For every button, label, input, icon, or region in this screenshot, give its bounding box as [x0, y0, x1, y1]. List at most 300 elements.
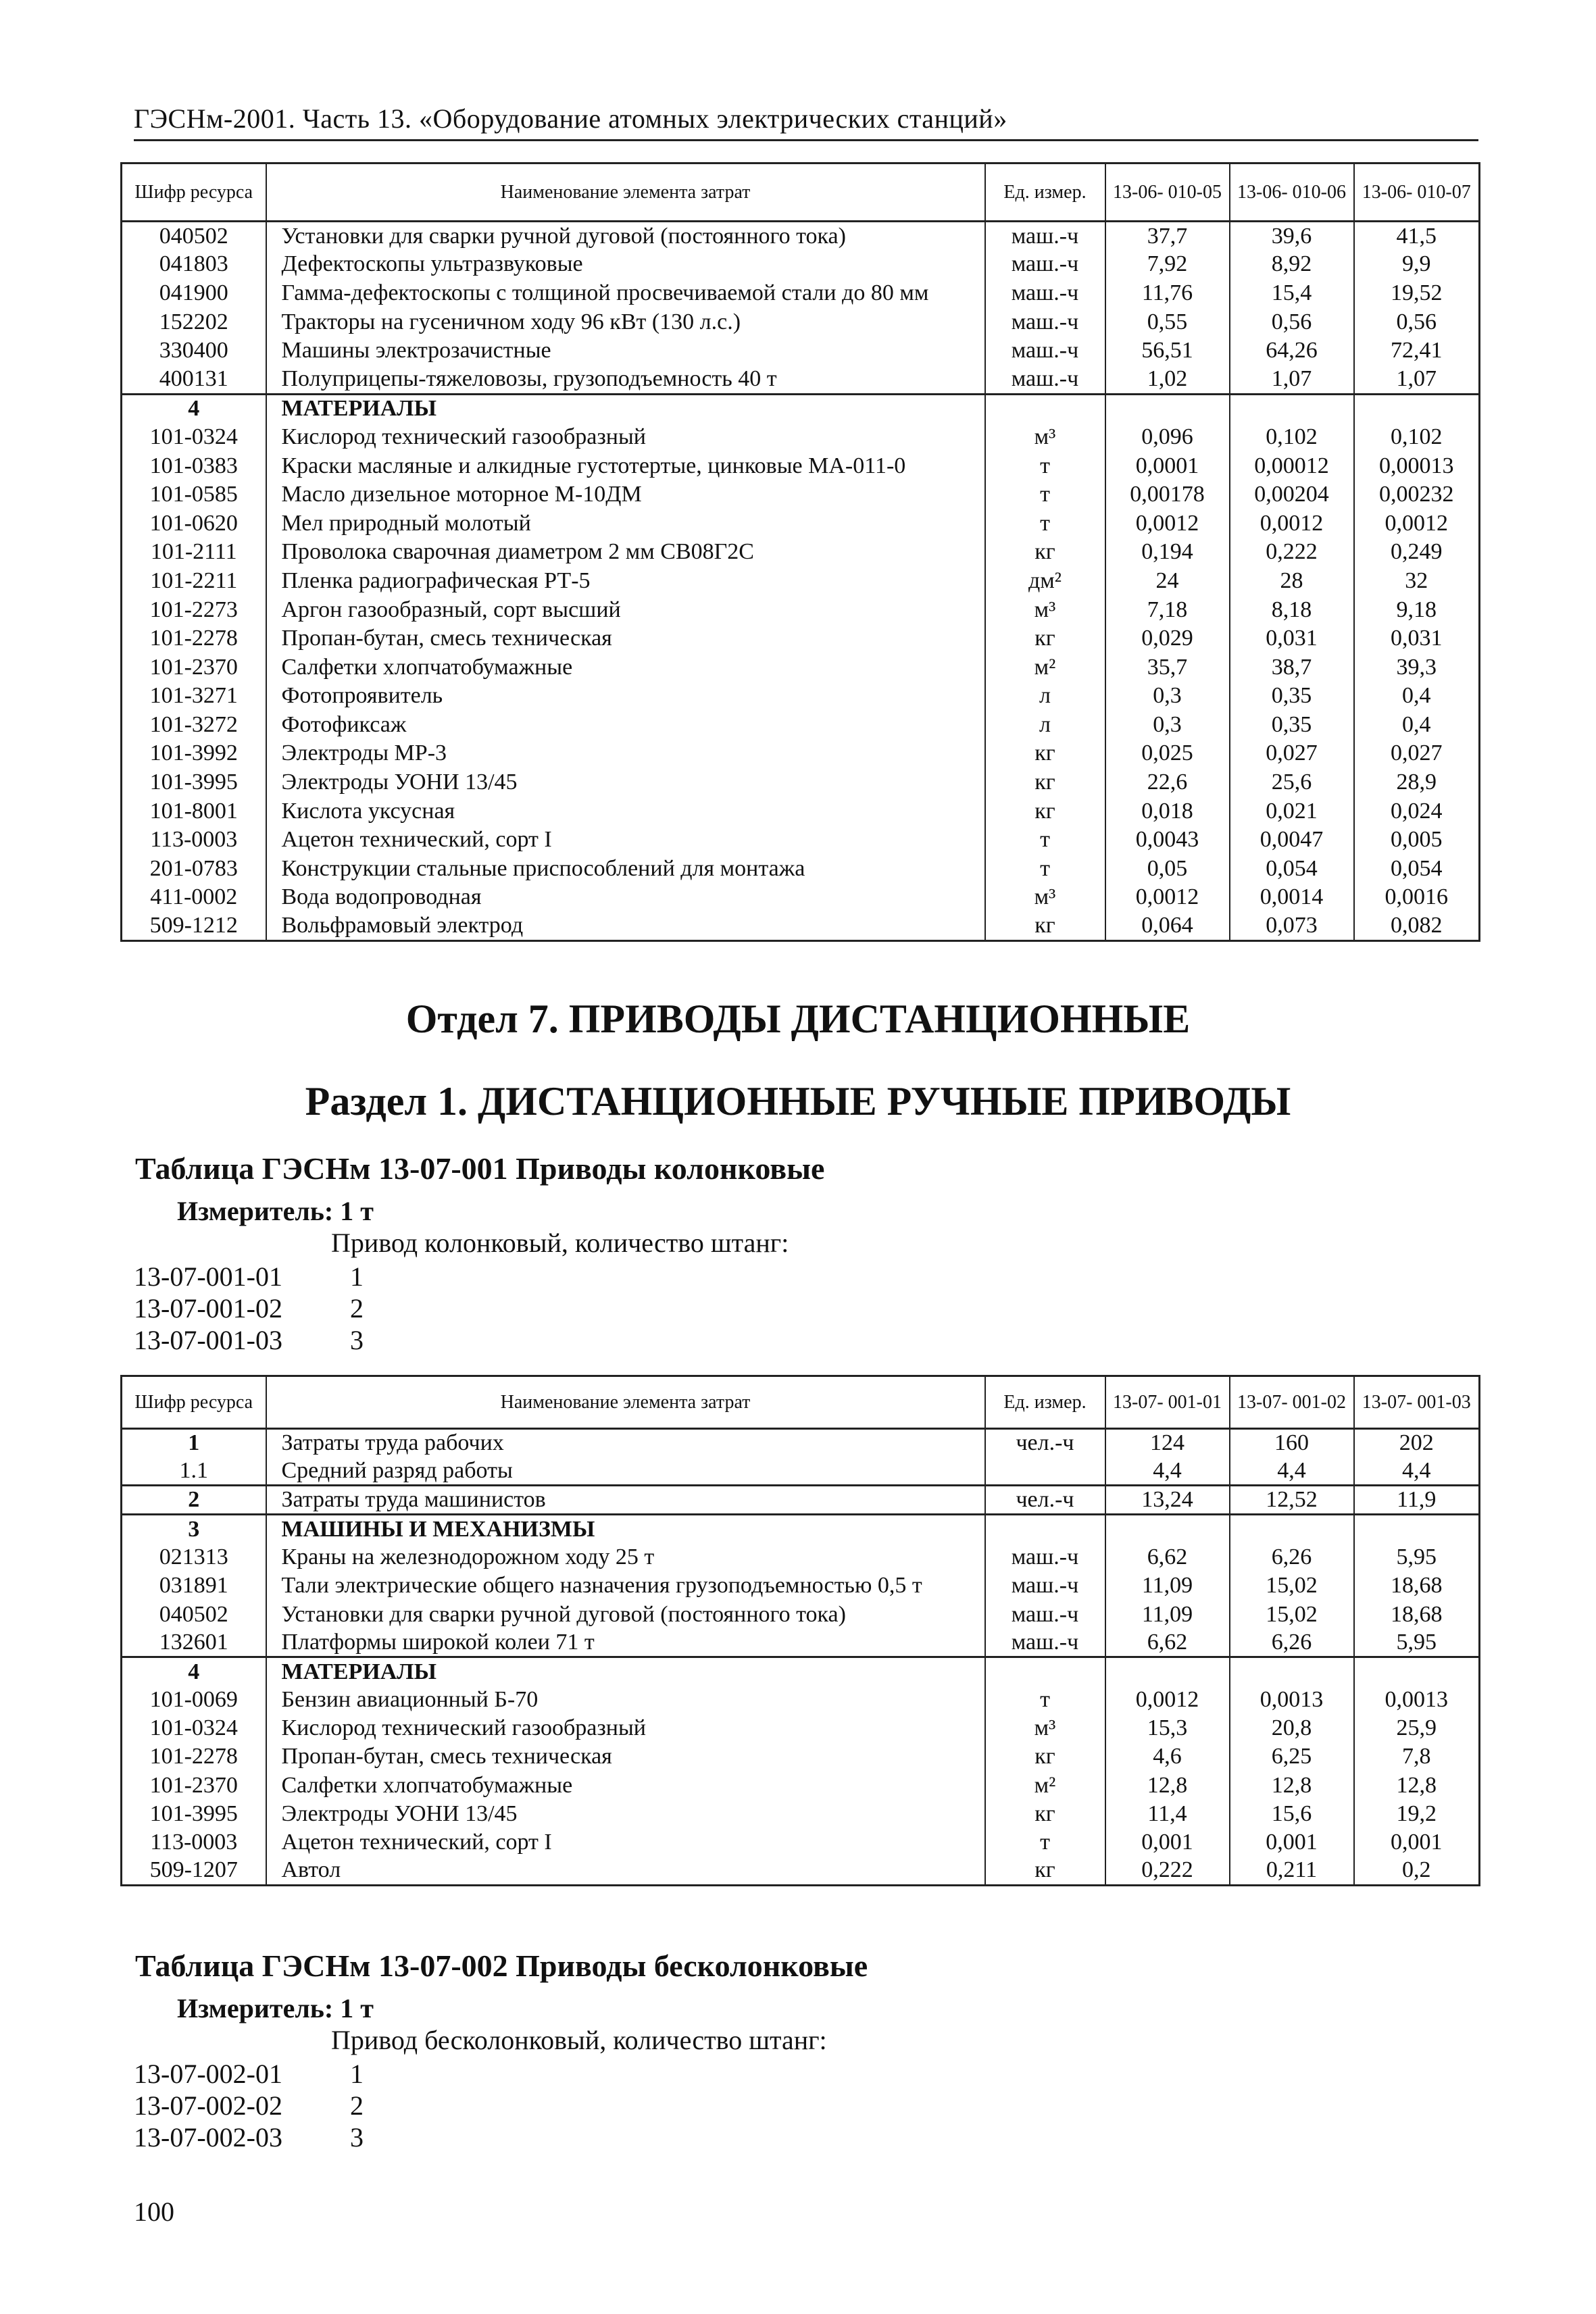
- col-header-code: Шифр ресурса: [122, 164, 266, 222]
- cell-v1: 56,51: [1105, 336, 1230, 366]
- table-row: [122, 682, 1480, 711]
- table-row: [122, 1543, 1480, 1571]
- cell-unit: дм²: [985, 567, 1105, 596]
- cell-name: Пропан-бутан, смесь техническая: [266, 1742, 985, 1771]
- rod-count: 3: [350, 2122, 364, 2153]
- cell-v2: 0,211: [1230, 1857, 1354, 1885]
- cell-v1: 7,92: [1105, 250, 1230, 279]
- cell-code: 1: [122, 1429, 266, 1457]
- cell-name: Вода водопроводная: [266, 883, 985, 912]
- cell-v3: 18,68: [1354, 1571, 1480, 1600]
- cell-v1: 0,025: [1105, 739, 1230, 768]
- cell-name: Платформы широкой колеи 71 т: [266, 1629, 985, 1657]
- cell-v2: 4,4: [1230, 1457, 1354, 1486]
- estimate-code: 13-07-002-03: [134, 2122, 282, 2153]
- cell-v3: 19,2: [1354, 1800, 1480, 1828]
- department-heading: Отдел 7. ПРИВОДЫ ДИСТАНЦИОННЫЕ: [405, 997, 1191, 1041]
- cell-unit: [985, 1457, 1105, 1486]
- cell-unit: кг: [985, 1857, 1105, 1885]
- cell-v1: 37,7: [1105, 222, 1230, 251]
- cell-code: 031891: [122, 1571, 266, 1600]
- cell-v3: 11,9: [1354, 1486, 1480, 1515]
- table-row: [122, 1686, 1480, 1714]
- cell-name: МАТЕРИАЛЫ: [266, 394, 985, 423]
- cell-unit: кг: [985, 624, 1105, 653]
- table-row: [122, 883, 1480, 912]
- cell-unit: маш.-ч: [985, 1571, 1105, 1600]
- cell-name: Ацетон технический, сорт I: [266, 1828, 985, 1857]
- cell-v3: 32: [1354, 567, 1480, 596]
- cell-unit: [985, 1515, 1105, 1543]
- cell-name: Проволока сварочная диаметром 2 мм СВ08Г2С: [266, 538, 985, 567]
- cell-v2: 0,0047: [1230, 826, 1354, 855]
- cell-code: 041803: [122, 250, 266, 279]
- cell-v2: 28: [1230, 567, 1354, 596]
- cell-v1: 22,6: [1105, 768, 1230, 797]
- rod-count: 3: [350, 1325, 364, 1355]
- cell-v1: 13,24: [1105, 1486, 1230, 1515]
- cell-name: Тали электрические общего назначения грузоподъемностью 0,5 т: [266, 1571, 985, 1600]
- cell-v3: 0,102: [1354, 423, 1480, 452]
- cell-unit: маш.-ч: [985, 279, 1105, 308]
- cell-code: 113-0003: [122, 826, 266, 855]
- col-header-v3: 13-06- 010-07: [1354, 164, 1480, 222]
- table-group-row: [122, 1657, 1480, 1686]
- cell-name: Аргон газообразный, сорт высший: [266, 595, 985, 624]
- cell-v3: 0,4: [1354, 682, 1480, 711]
- cell-v2: 64,26: [1230, 336, 1354, 366]
- cell-name: Кислород технический газообразный: [266, 1714, 985, 1742]
- cell-name: Ацетон технический, сорт I: [266, 826, 985, 855]
- table-row: [122, 222, 1480, 251]
- running-header: ГЭСНм-2001. Часть 13. «Оборудование атомных электрических станций»: [134, 100, 1478, 141]
- table-row: [122, 1857, 1480, 1885]
- col-header-v3: 13-07- 001-03: [1354, 1376, 1480, 1429]
- table-row: [122, 1600, 1480, 1628]
- table-row: [122, 567, 1480, 596]
- cell-v3: 72,41: [1354, 336, 1480, 366]
- cell-unit: т: [985, 480, 1105, 509]
- estimate-code: 13-07-002-02: [134, 2090, 282, 2121]
- cell-unit: маш.-ч: [985, 1629, 1105, 1657]
- cell-name: Бензин авиационный Б-70: [266, 1686, 985, 1714]
- table-row: [122, 336, 1480, 366]
- cell-name: Пленка радиографическая РТ-5: [266, 567, 985, 596]
- cell-code: 101-8001: [122, 797, 266, 826]
- cell-name: Полуприцепы-тяжеловозы, грузоподъемность 40 т: [266, 365, 985, 394]
- cell-unit: маш.-ч: [985, 365, 1105, 394]
- cell-v1: 0,3: [1105, 711, 1230, 740]
- cell-v2: 15,02: [1230, 1571, 1354, 1600]
- cell-v2: 15,6: [1230, 1800, 1354, 1828]
- cell-v1: 24: [1105, 567, 1230, 596]
- cell-v1: 11,09: [1105, 1600, 1230, 1628]
- table-row: [122, 826, 1480, 855]
- cell-unit: м²: [985, 1771, 1105, 1800]
- cell-name: Средний разряд работы: [266, 1457, 985, 1486]
- cell-v3: 41,5: [1354, 222, 1480, 251]
- cell-code: 152202: [122, 307, 266, 336]
- cell-unit: маш.-ч: [985, 307, 1105, 336]
- cell-v2: 0,56: [1230, 307, 1354, 336]
- cell-v3: 0,2: [1354, 1857, 1480, 1885]
- cell-name: Краны на железнодорожном ходу 25 т: [266, 1543, 985, 1571]
- cell-name: Электроды УОНИ 13/45: [266, 1800, 985, 1828]
- cell-v1: 0,194: [1105, 538, 1230, 567]
- cell-name: Машины электрозачистные: [266, 336, 985, 366]
- table-row: [122, 451, 1480, 480]
- cell-unit: маш.-ч: [985, 336, 1105, 366]
- measure-label-13-07-001: Измеритель: 1 т: [177, 1196, 374, 1226]
- cell-v1: 15,3: [1105, 1714, 1230, 1742]
- cell-name: Вольфрамовый электрод: [266, 912, 985, 941]
- cell-v2: 12,52: [1230, 1486, 1354, 1515]
- cell-unit: т: [985, 1686, 1105, 1714]
- rod-count: 1: [350, 1261, 364, 1292]
- cell-code: 101-3995: [122, 768, 266, 797]
- cell-v3: 28,9: [1354, 768, 1480, 797]
- table-row: [122, 1800, 1480, 1828]
- cell-unit: т: [985, 855, 1105, 884]
- cell-v1: 7,18: [1105, 595, 1230, 624]
- table-row: [122, 250, 1480, 279]
- cell-code: 101-3992: [122, 739, 266, 768]
- cell-code: 101-3271: [122, 682, 266, 711]
- cell-v3: 0,054: [1354, 855, 1480, 884]
- cell-v3: 0,0012: [1354, 509, 1480, 538]
- cell-code: 113-0003: [122, 1828, 266, 1857]
- cell-v2: 12,8: [1230, 1771, 1354, 1800]
- cell-name: Салфетки хлопчатобумажные: [266, 1771, 985, 1800]
- cell-v2: [1230, 394, 1354, 423]
- cell-v3: 1,07: [1354, 365, 1480, 394]
- cell-name: Гамма-дефектоскопы с толщиной просвечиваемой стали до 80 мм: [266, 279, 985, 308]
- estimate-code: 13-07-002-01: [134, 2059, 282, 2089]
- col-header-name: Наименование элемента затрат: [266, 1376, 985, 1429]
- table-row: [122, 307, 1480, 336]
- table-row: [122, 595, 1480, 624]
- cell-code: 101-2370: [122, 653, 266, 682]
- cell-name: Затраты труда рабочих: [266, 1429, 985, 1457]
- table-group-row: [122, 1429, 1480, 1457]
- cell-v2: 39,6: [1230, 222, 1354, 251]
- cell-v2: 0,031: [1230, 624, 1354, 653]
- rod-count: 2: [350, 1293, 364, 1324]
- cell-code: 330400: [122, 336, 266, 366]
- cell-v3: 0,001: [1354, 1828, 1480, 1857]
- cell-unit: кг: [985, 1742, 1105, 1771]
- cell-v1: 4,4: [1105, 1457, 1230, 1486]
- cell-name: МАШИНЫ И МЕХАНИЗМЫ: [266, 1515, 985, 1543]
- table-row: [122, 739, 1480, 768]
- cell-v3: 202: [1354, 1429, 1480, 1457]
- cell-code: 400131: [122, 365, 266, 394]
- cell-name: Дефектоскопы ультразвуковые: [266, 250, 985, 279]
- cell-unit: маш.-ч: [985, 222, 1105, 251]
- cell-v2: 0,054: [1230, 855, 1354, 884]
- cell-v2: 0,00012: [1230, 451, 1354, 480]
- cell-name: Пропан-бутан, смесь техническая: [266, 624, 985, 653]
- cell-code: 101-0324: [122, 423, 266, 452]
- cell-unit: кг: [985, 797, 1105, 826]
- cell-v3: 4,4: [1354, 1457, 1480, 1486]
- cell-v2: [1230, 1515, 1354, 1543]
- cell-code: 101-2278: [122, 1742, 266, 1771]
- table-group-row: [122, 1515, 1480, 1543]
- cell-v3: 0,0013: [1354, 1686, 1480, 1714]
- cell-v1: 0,001: [1105, 1828, 1230, 1857]
- col-header-code: Шифр ресурса: [122, 1376, 266, 1429]
- cell-v1: 0,0012: [1105, 1686, 1230, 1714]
- cell-code: 2: [122, 1486, 266, 1515]
- cell-unit: м³: [985, 1714, 1105, 1742]
- cell-v3: 0,4: [1354, 711, 1480, 740]
- rod-count: 1: [350, 2059, 364, 2089]
- cell-v3: 19,52: [1354, 279, 1480, 308]
- table-row: [122, 1771, 1480, 1800]
- table-title-13-07-002: Таблица ГЭСНм 13-07-002 Приводы бесколонковые: [135, 1948, 868, 1983]
- cell-v3: 5,95: [1354, 1629, 1480, 1657]
- col-header-name: Наименование элемента затрат: [266, 164, 985, 222]
- cell-name: Фотопроявитель: [266, 682, 985, 711]
- cell-unit: маш.-ч: [985, 1543, 1105, 1571]
- cell-code: 4: [122, 1657, 266, 1686]
- cell-name: Мел природный молотый: [266, 509, 985, 538]
- table-row: [122, 538, 1480, 567]
- cell-unit: чел.-ч: [985, 1486, 1105, 1515]
- cell-name: Установки для сварки ручной дуговой (постоянного тока): [266, 1600, 985, 1628]
- cell-name: Автол: [266, 1857, 985, 1885]
- cell-v1: [1105, 1657, 1230, 1686]
- cell-v3: 5,95: [1354, 1543, 1480, 1571]
- code-line: [134, 1261, 364, 1293]
- estimate-code: 13-07-001-02: [134, 1293, 282, 1324]
- cell-name: Тракторы на гусеничном ходу 96 кВт (130 л.с.): [266, 307, 985, 336]
- measure-label-13-07-002: Измеритель: 1 т: [177, 1993, 374, 2023]
- code-line: [134, 2058, 364, 2090]
- cell-v1: [1105, 1515, 1230, 1543]
- cell-v1: 11,4: [1105, 1800, 1230, 1828]
- cell-v2: 8,18: [1230, 595, 1354, 624]
- cell-v3: [1354, 1515, 1480, 1543]
- table-row: [122, 279, 1480, 308]
- col-header-v2: 13-07- 001-02: [1230, 1376, 1354, 1429]
- rod-count: 2: [350, 2090, 364, 2121]
- intro-text-13-07-002: Привод бесколонковый, количество штанг:: [331, 2025, 827, 2055]
- cell-v3: 12,8: [1354, 1771, 1480, 1800]
- table-title-13-07-001: Таблица ГЭСНм 13-07-001 Приводы колонковые: [135, 1151, 825, 1186]
- cell-v3: 39,3: [1354, 653, 1480, 682]
- cell-code: 101-2111: [122, 538, 266, 567]
- cell-code: 040502: [122, 222, 266, 251]
- cell-v1: 11,76: [1105, 279, 1230, 308]
- table-row: [122, 912, 1480, 941]
- cell-code: 4: [122, 394, 266, 423]
- table-row: [122, 711, 1480, 740]
- cell-v1: 0,029: [1105, 624, 1230, 653]
- cell-v3: 9,18: [1354, 595, 1480, 624]
- cell-v1: [1105, 394, 1230, 423]
- cell-v2: 0,00204: [1230, 480, 1354, 509]
- cell-v2: 0,0013: [1230, 1686, 1354, 1714]
- col-header-v1: 13-07- 001-01: [1105, 1376, 1230, 1429]
- code-line: [134, 1324, 364, 1357]
- cell-unit: кг: [985, 1800, 1105, 1828]
- cell-v2: 0,073: [1230, 912, 1354, 941]
- cell-v2: 0,001: [1230, 1828, 1354, 1857]
- cell-unit: м³: [985, 883, 1105, 912]
- col-header-unit: Ед. измер.: [985, 164, 1105, 222]
- estimate-code: 13-07-001-01: [134, 1261, 282, 1292]
- cell-unit: т: [985, 451, 1105, 480]
- table-group-row: [122, 1486, 1480, 1515]
- cell-v2: 0,35: [1230, 682, 1354, 711]
- cell-v3: 0,027: [1354, 739, 1480, 768]
- cell-v3: 0,249: [1354, 538, 1480, 567]
- cell-unit: т: [985, 826, 1105, 855]
- table-row: [122, 423, 1480, 452]
- table-row: [122, 1714, 1480, 1742]
- section-heading: Раздел 1. ДИСТАНЦИОННЫЕ РУЧНЫЕ ПРИВОДЫ: [305, 1079, 1291, 1124]
- cell-v1: 0,096: [1105, 423, 1230, 452]
- cell-v2: 6,25: [1230, 1742, 1354, 1771]
- cell-v2: 160: [1230, 1429, 1354, 1457]
- cell-name: Конструкции стальные приспособлений для монтажа: [266, 855, 985, 884]
- cell-code: 101-2370: [122, 1771, 266, 1800]
- cell-unit: кг: [985, 739, 1105, 768]
- cell-code: 101-0620: [122, 509, 266, 538]
- cell-name: Кислород технический газообразный: [266, 423, 985, 452]
- cell-code: 040502: [122, 1600, 266, 1628]
- cell-v1: 11,09: [1105, 1571, 1230, 1600]
- cell-code: 509-1212: [122, 912, 266, 941]
- cell-unit: м²: [985, 653, 1105, 682]
- cell-code: 101-2278: [122, 624, 266, 653]
- cell-name: Масло дизельное моторное М-10ДМ: [266, 480, 985, 509]
- cell-code: 132601: [122, 1629, 266, 1657]
- table-row: [122, 624, 1480, 653]
- cell-v1: 1,02: [1105, 365, 1230, 394]
- cell-v1: 35,7: [1105, 653, 1230, 682]
- cell-code: 041900: [122, 279, 266, 308]
- cell-code: 3: [122, 1515, 266, 1543]
- table-row: [122, 1457, 1480, 1486]
- resource-table-13-07-001: [120, 1375, 1480, 1886]
- cell-code: 411-0002: [122, 883, 266, 912]
- cell-v1: 4,6: [1105, 1742, 1230, 1771]
- cell-v2: 0,0012: [1230, 509, 1354, 538]
- cell-v3: 0,005: [1354, 826, 1480, 855]
- cell-name: Электроды УОНИ 13/45: [266, 768, 985, 797]
- cell-v2: 38,7: [1230, 653, 1354, 682]
- cell-v2: [1230, 1657, 1354, 1686]
- col-header-unit: Ед. измер.: [985, 1376, 1105, 1429]
- cell-code: 201-0783: [122, 855, 266, 884]
- cell-v2: 8,92: [1230, 250, 1354, 279]
- cell-v2: 0,027: [1230, 739, 1354, 768]
- table-group-row: [122, 394, 1480, 423]
- cell-code: 101-0383: [122, 451, 266, 480]
- cell-v3: 7,8: [1354, 1742, 1480, 1771]
- table-row: [122, 1571, 1480, 1600]
- col-header-v1: 13-06- 010-05: [1105, 164, 1230, 222]
- cell-v3: 0,56: [1354, 307, 1480, 336]
- table-row: [122, 1828, 1480, 1857]
- cell-code: 101-3995: [122, 1800, 266, 1828]
- cell-unit: [985, 1657, 1105, 1686]
- cell-v2: 6,26: [1230, 1543, 1354, 1571]
- cell-v1: 0,0012: [1105, 883, 1230, 912]
- cell-code: 1.1: [122, 1457, 266, 1486]
- cell-v3: 18,68: [1354, 1600, 1480, 1628]
- cell-name: Фотофиксаж: [266, 711, 985, 740]
- cell-v1: 0,018: [1105, 797, 1230, 826]
- cell-v1: 0,0012: [1105, 509, 1230, 538]
- cell-unit: маш.-ч: [985, 1600, 1105, 1628]
- cell-v1: 12,8: [1105, 1771, 1230, 1800]
- cell-v1: 0,3: [1105, 682, 1230, 711]
- cell-v1: 0,064: [1105, 912, 1230, 941]
- cell-v3: 0,00013: [1354, 451, 1480, 480]
- resource-table-13-06-010: [120, 162, 1480, 942]
- cell-code: 101-3272: [122, 711, 266, 740]
- cell-v2: 15,02: [1230, 1600, 1354, 1628]
- code-line: [134, 1292, 364, 1325]
- cell-v1: 6,62: [1105, 1629, 1230, 1657]
- cell-v2: 25,6: [1230, 768, 1354, 797]
- cell-unit: т: [985, 509, 1105, 538]
- cell-name: МАТЕРИАЛЫ: [266, 1657, 985, 1686]
- cell-v3: [1354, 1657, 1480, 1686]
- table-row: [122, 797, 1480, 826]
- cell-v1: 0,00178: [1105, 480, 1230, 509]
- cell-unit: т: [985, 1828, 1105, 1857]
- intro-text-13-07-001: Привод колонковый, количество штанг:: [331, 1228, 789, 1258]
- cell-v3: 0,031: [1354, 624, 1480, 653]
- cell-v3: 0,0016: [1354, 883, 1480, 912]
- cell-v1: 124: [1105, 1429, 1230, 1457]
- estimate-code: 13-07-001-03: [134, 1325, 282, 1355]
- table-row: [122, 509, 1480, 538]
- cell-v1: 0,222: [1105, 1857, 1230, 1885]
- cell-code: 509-1207: [122, 1857, 266, 1885]
- table-row: [122, 855, 1480, 884]
- code-line: [134, 2121, 364, 2154]
- cell-v3: 0,024: [1354, 797, 1480, 826]
- cell-v3: 0,00232: [1354, 480, 1480, 509]
- cell-name: Кислота уксусная: [266, 797, 985, 826]
- cell-code: 101-2211: [122, 567, 266, 596]
- cell-unit: л: [985, 682, 1105, 711]
- cell-v2: 0,102: [1230, 423, 1354, 452]
- cell-v2: 1,07: [1230, 365, 1354, 394]
- cell-name: Электроды МР-3: [266, 739, 985, 768]
- cell-code: 021313: [122, 1543, 266, 1571]
- cell-v2: 15,4: [1230, 279, 1354, 308]
- cell-unit: [985, 394, 1105, 423]
- cell-v3: 9,9: [1354, 250, 1480, 279]
- cell-unit: кг: [985, 912, 1105, 941]
- cell-name: Краски масляные и алкидные густотертые, цинковые МА-011-0: [266, 451, 985, 480]
- cell-v2: 20,8: [1230, 1714, 1354, 1742]
- cell-code: 101-0324: [122, 1714, 266, 1742]
- cell-unit: маш.-ч: [985, 250, 1105, 279]
- cell-unit: м³: [985, 423, 1105, 452]
- cell-v2: 0,021: [1230, 797, 1354, 826]
- cell-name: Установки для сварки ручной дуговой (постоянного тока): [266, 222, 985, 251]
- cell-name: Затраты труда машинистов: [266, 1486, 985, 1515]
- cell-v2: 0,0014: [1230, 883, 1354, 912]
